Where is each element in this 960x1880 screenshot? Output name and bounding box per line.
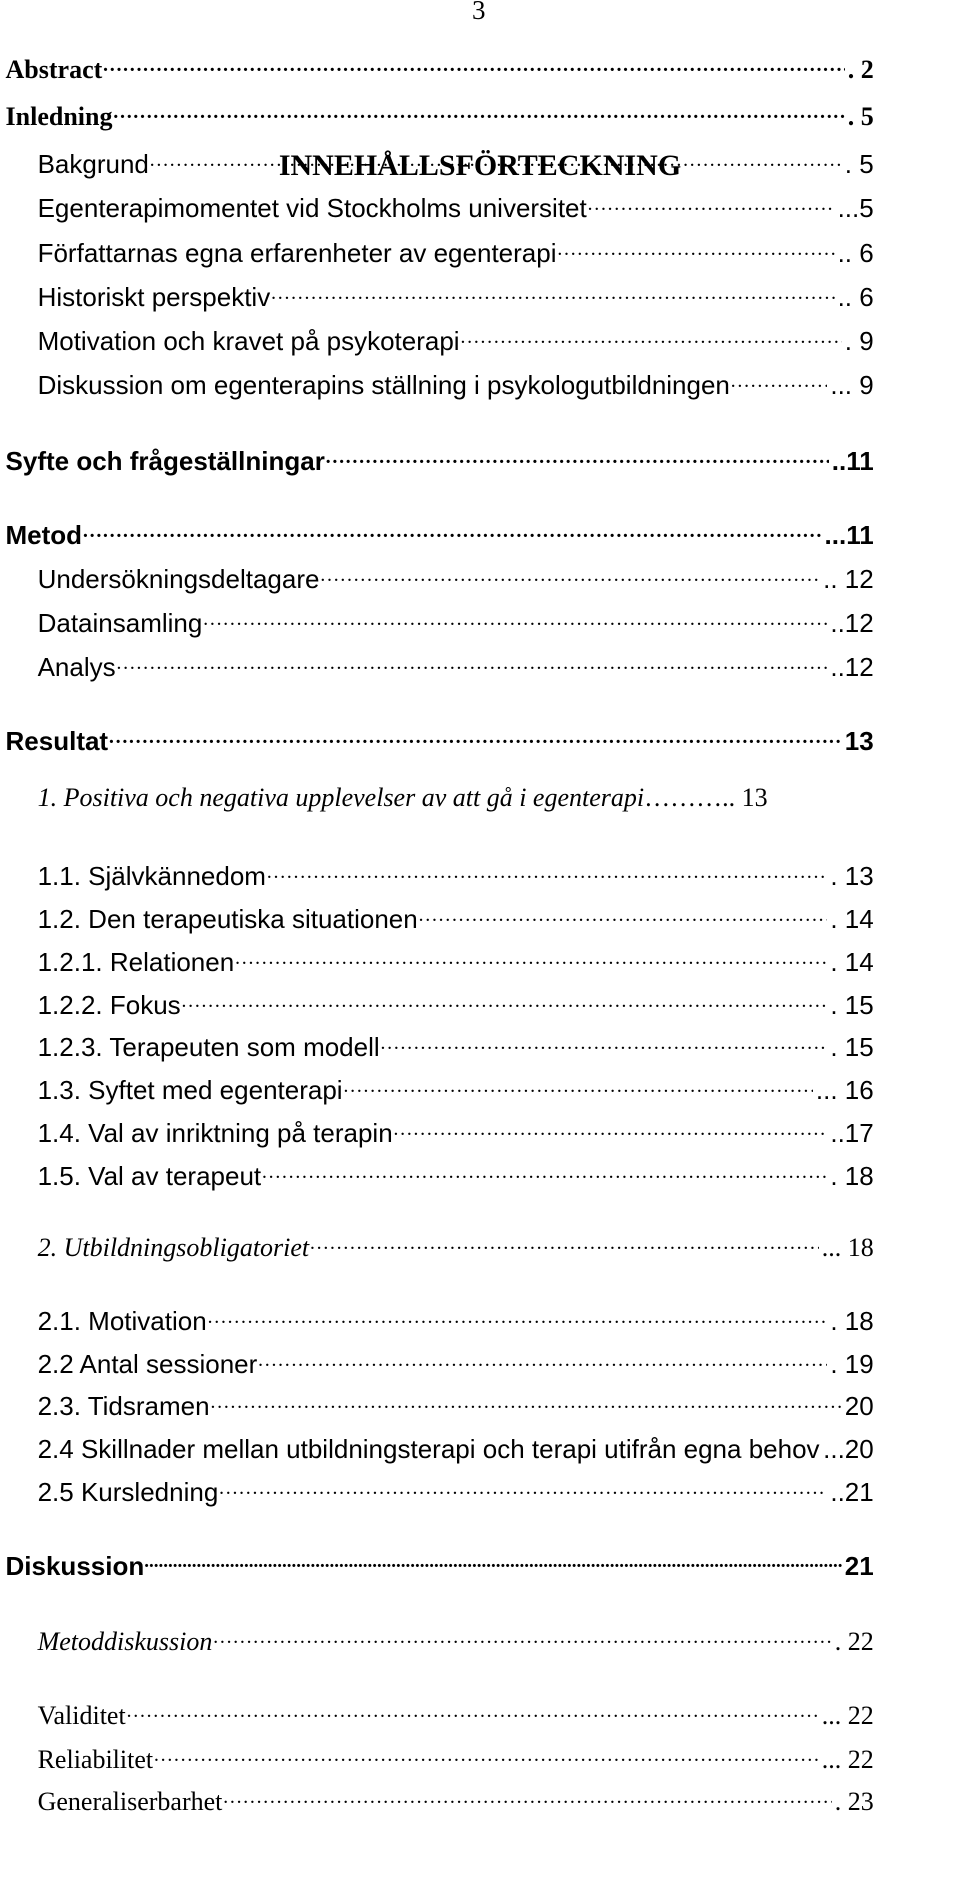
toc-entry-2-3[interactable]: [37, 1385, 874, 1422]
leader-dots: [380, 1026, 828, 1056]
toc-page: . 19: [830, 1348, 874, 1379]
toc-entry-datainsamling[interactable]: [37, 602, 874, 638]
toc-label: Syfte och frågeställningar: [5, 445, 325, 476]
leader-dots: [418, 898, 828, 928]
toc-entry-motivation[interactable]: [37, 320, 874, 356]
toc-page: . 18: [830, 1305, 874, 1336]
leader-dots: [126, 1694, 819, 1724]
leader-dots: [202, 602, 827, 632]
toc-entry-diskussion[interactable]: [5, 1545, 874, 1581]
toc-entry-reliabilitet[interactable]: [37, 1738, 874, 1775]
toc-page: . 13: [830, 861, 874, 892]
toc-entry-result-2[interactable]: [37, 1226, 874, 1262]
leader-dots: [153, 1738, 819, 1768]
toc-entry-abstract[interactable]: [5, 48, 874, 84]
toc-page: . 15: [830, 1032, 874, 1063]
toc-label: Abstract: [5, 54, 103, 84]
leader-dots: [218, 1471, 827, 1501]
toc-label: Analys: [37, 652, 116, 683]
toc-label: 2. Utbildningsobligatoriet: [37, 1232, 310, 1262]
toc-page: ..11: [831, 445, 874, 476]
toc-page: ..17: [830, 1117, 874, 1148]
toc-entry-1-2-1[interactable]: [37, 941, 874, 977]
toc-label: Validitet: [37, 1701, 126, 1731]
leader-dots: [210, 1385, 842, 1415]
toc-label: 2.1. Motivation: [37, 1305, 207, 1336]
toc-page: . 22: [834, 1627, 874, 1657]
toc-page: . 2: [847, 54, 874, 84]
toc-label: 1.2.3. Terapeuten som modell: [37, 1032, 380, 1063]
toc-title: INNEHÅLLSFÖRTECKNING: [278, 149, 682, 182]
leader-dots: [234, 941, 827, 971]
toc-page: ...20: [823, 1433, 874, 1464]
leader-dots: [181, 984, 828, 1014]
toc-entry-forfattarnas[interactable]: [37, 232, 874, 268]
toc-entry-syfte[interactable]: [5, 440, 874, 476]
toc-label: Historiskt perspektiv: [37, 281, 271, 312]
toc-page: ... 9: [830, 370, 874, 401]
toc-entry-diskussion-egenterapi[interactable]: [37, 364, 874, 401]
toc-label: Diskussion om egenterapins ställning i psykologutbildningen: [37, 370, 730, 401]
leader-dots: [212, 1620, 831, 1650]
toc-page: ...11: [824, 519, 874, 550]
toc-label: Reliabilitet: [37, 1745, 154, 1775]
toc-entry-1-2[interactable]: [37, 898, 874, 935]
toc-page: 20: [844, 1391, 874, 1422]
toc-label: Inledning: [5, 101, 113, 131]
leader-dots: [261, 1155, 827, 1185]
leader-dots: [393, 1112, 828, 1142]
toc-entry-result-1[interactable]: [38, 783, 874, 813]
leader-dots: [587, 187, 835, 217]
toc-page: . 15: [830, 989, 874, 1020]
toc-label: Datainsamling: [37, 607, 203, 638]
toc-page: ..12: [830, 652, 874, 683]
toc-page: ... 16: [815, 1075, 874, 1106]
toc-label: 2.3. Tidsramen: [37, 1391, 210, 1422]
toc-label: 2.5 Kursledning: [37, 1476, 219, 1507]
toc-page: ……….. 13: [644, 782, 768, 812]
toc-entry-2-4[interactable]: [37, 1428, 874, 1464]
toc-page: . 9: [844, 325, 874, 356]
leader-dots: [343, 1069, 813, 1099]
toc-entry-1-1[interactable]: [37, 855, 874, 892]
toc-page: ... 22: [821, 1745, 874, 1775]
toc-label: 1.2.1. Relationen: [37, 946, 235, 977]
leader-dots: [309, 1226, 819, 1256]
leader-dots: [149, 143, 842, 173]
toc-label: 1.3. Syftet med egenterapi: [37, 1075, 343, 1106]
leader-dots: [319, 558, 820, 588]
toc-label: Metoddiskussion: [37, 1627, 213, 1657]
toc-entry-2-5[interactable]: [37, 1471, 874, 1507]
toc-page: ... 18: [821, 1232, 874, 1262]
toc-page: ... 22: [821, 1701, 874, 1731]
leader-dots: [116, 646, 828, 676]
leader-dots: [556, 232, 834, 262]
toc-entry-2-2[interactable]: [37, 1343, 874, 1379]
leader-dots: [207, 1300, 828, 1330]
toc-page: ...5: [837, 193, 874, 224]
toc-label: Författarnas egna erfarenheter av egenterapi: [37, 237, 557, 268]
toc-entry-metoddiskussion[interactable]: [37, 1620, 874, 1657]
toc-page: . 5: [847, 101, 874, 131]
toc-label: Egenterapimomentet vid Stockholms universitet: [37, 193, 587, 224]
toc-page: .. 6: [837, 281, 874, 312]
leader-dots: [325, 440, 829, 470]
toc-page: . 14: [830, 904, 874, 935]
leader-dots: [82, 514, 821, 544]
toc-page: .. 6: [837, 237, 874, 268]
toc-label: Bakgrund: [37, 149, 149, 180]
leader-dots: [270, 276, 834, 306]
toc-entry-2-1[interactable]: [37, 1300, 874, 1336]
leader-dots: [108, 720, 842, 750]
toc-entry-1-3[interactable]: [37, 1069, 874, 1106]
toc-label: Undersökningsdeltagare: [37, 563, 320, 594]
toc-entry-generaliserbarhet[interactable]: [37, 1780, 874, 1816]
toc-entry-egenterapimomentet[interactable]: [37, 187, 874, 224]
toc-label: 1.2. Den terapeutiska situationen: [37, 904, 418, 935]
toc-entry-bakgrund[interactable]: [37, 143, 874, 180]
toc-page: . 18: [830, 1160, 874, 1191]
toc-label: Generaliserbarhet: [37, 1786, 223, 1816]
toc-label: 1.1. Självkännedom: [37, 861, 266, 892]
toc-page: ..21: [830, 1476, 874, 1507]
leader-dots: [257, 1343, 827, 1373]
toc-page: .. 12: [823, 563, 874, 594]
leader-dots: [112, 95, 844, 125]
toc-label: Diskussion: [5, 1550, 145, 1581]
toc-label: Metod: [5, 519, 83, 550]
toc-entry-undersokningsdeltagare[interactable]: [37, 558, 874, 594]
toc-label: 2.4 Skillnader mellan utbildningsterapi och terapi utifrån egna behov: [37, 1433, 820, 1464]
toc-label: 1. Positiva och negativa upplevelser av att gå i egenterapi: [37, 782, 645, 812]
page-number: 3: [472, 0, 486, 25]
toc-label: 1.2.2. Fokus: [37, 989, 181, 1020]
leader-dots: [222, 1780, 831, 1810]
toc-label: 1.5. Val av terapeut: [37, 1160, 262, 1191]
toc-entry-resultat[interactable]: [5, 720, 874, 757]
leader-dots: [266, 855, 827, 885]
toc-entry-historiskt[interactable]: [37, 276, 874, 312]
toc-page: . 5: [844, 149, 874, 180]
toc-page: 13: [844, 726, 874, 757]
toc-page: . 23: [834, 1786, 874, 1816]
leader-dots: [820, 1428, 821, 1458]
toc-entry-inledning[interactable]: [5, 95, 874, 131]
toc-label: 1.4. Val av inriktning på terapin: [37, 1117, 393, 1148]
toc-label: Resultat: [5, 726, 109, 757]
toc-entry-1-2-2[interactable]: [37, 984, 874, 1020]
leader-dots: [102, 48, 844, 78]
toc-page: 21: [844, 1550, 874, 1581]
toc-entry-metod[interactable]: [5, 514, 874, 550]
toc-label: Motivation och kravet på psykoterapi: [37, 325, 460, 356]
toc-entry-1-2-3[interactable]: [37, 1026, 874, 1063]
toc-entry-analys[interactable]: [37, 646, 874, 683]
leader-dots: [460, 320, 842, 350]
toc-entry-validitet[interactable]: [37, 1694, 874, 1731]
toc-page: ..12: [830, 607, 874, 638]
leader-dots: [144, 1545, 842, 1575]
toc-page: . 14: [830, 946, 874, 977]
toc-entry-1-4[interactable]: [37, 1112, 874, 1148]
leader-dots: [730, 364, 827, 394]
toc-entry-1-5[interactable]: [37, 1155, 874, 1191]
toc-label: 2.2 Antal sessioner: [37, 1348, 258, 1379]
